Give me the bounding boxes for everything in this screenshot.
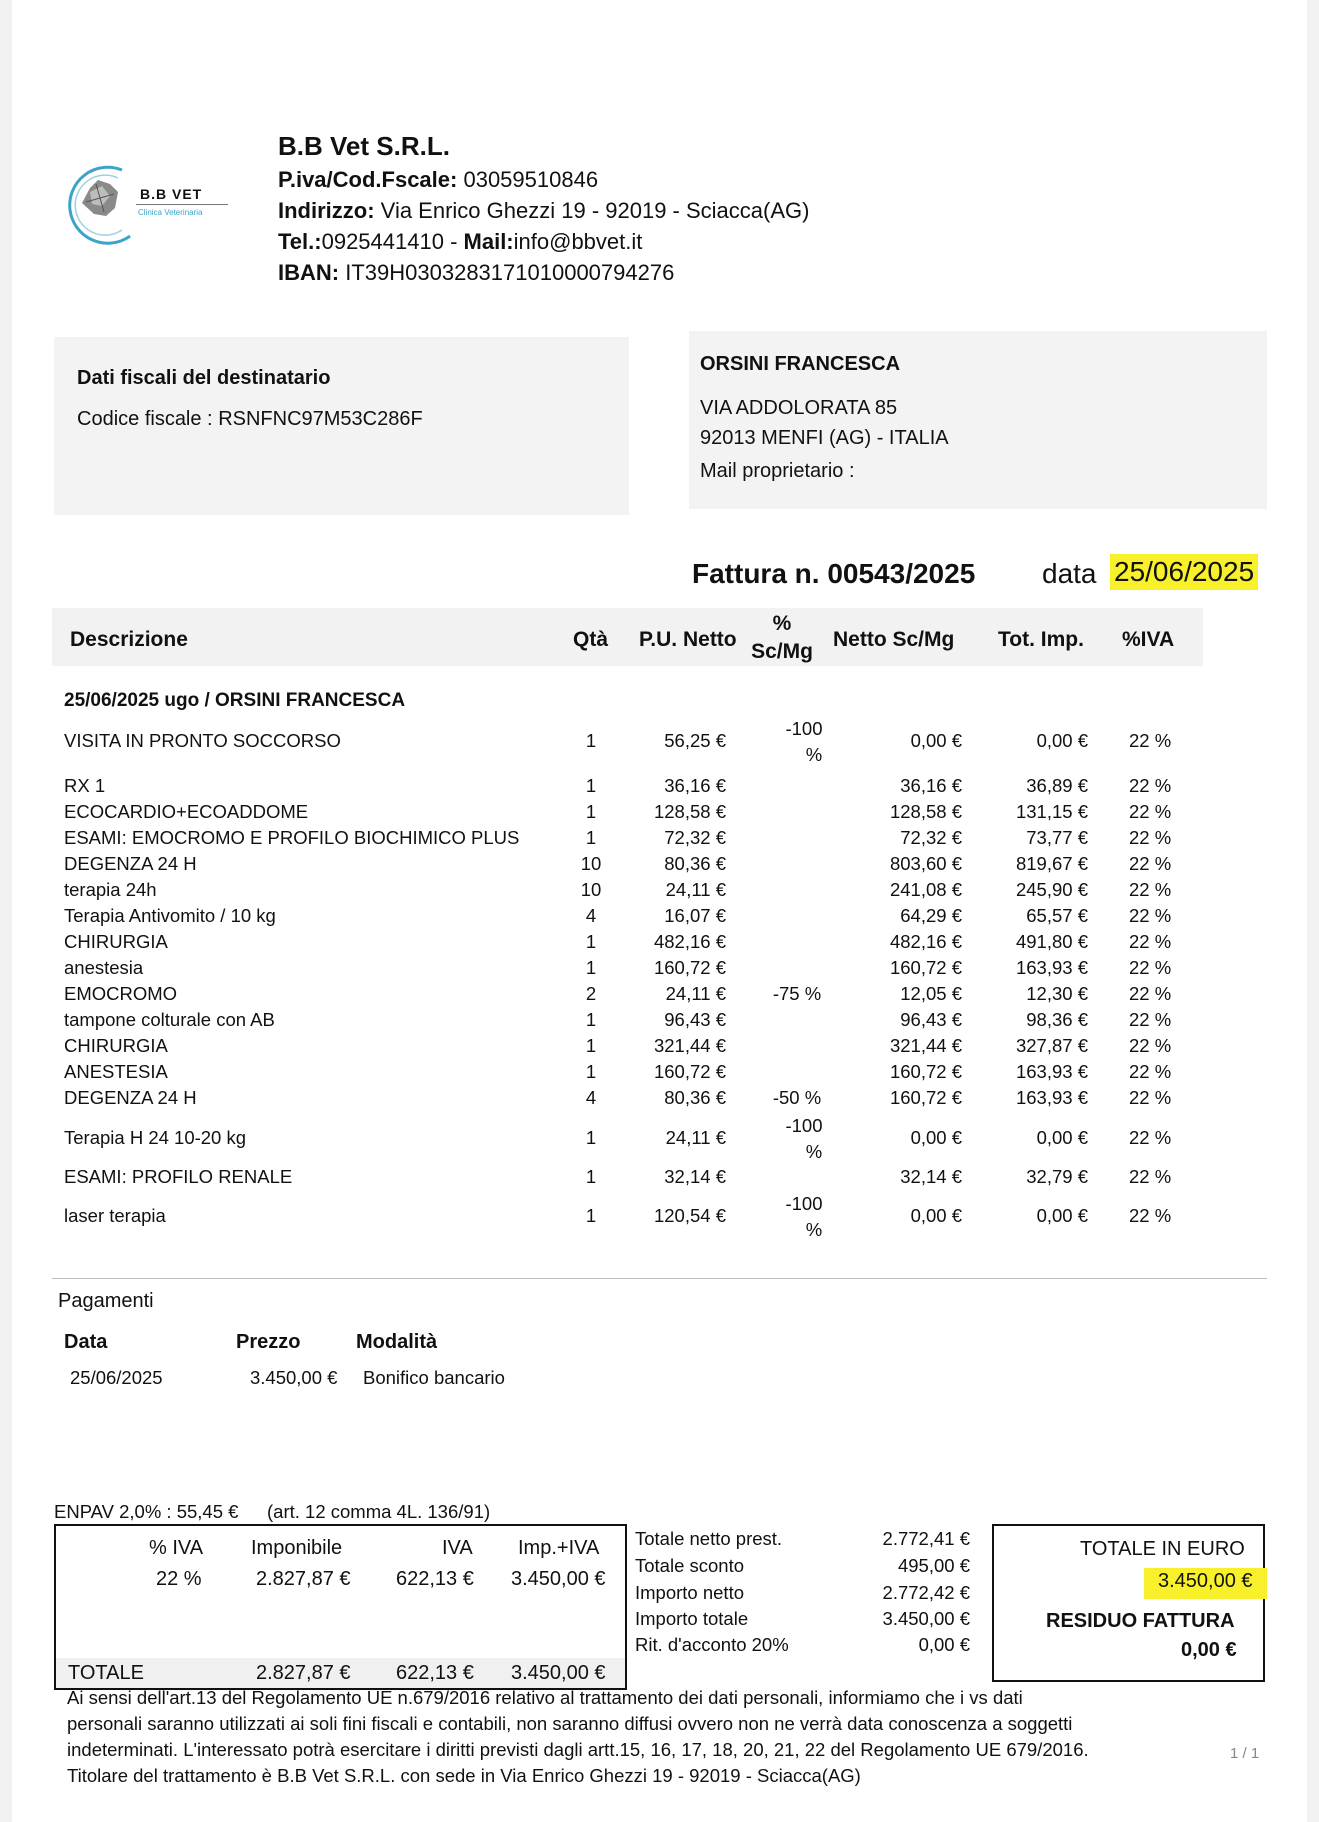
item-qty: 1 — [585, 827, 597, 848]
item-net: 0,00 € — [910, 1127, 962, 1148]
items-table-header — [52, 608, 1203, 666]
item-description: ESAMI: EMOCROMO E PROFILO BIOCHIMICO PLUS — [64, 827, 520, 848]
payment-mode: Bonifico bancario — [363, 1367, 505, 1388]
item-unit-price: 24,11 € — [665, 879, 726, 900]
item-description: Terapia H 24 10-20 kg — [64, 1127, 247, 1148]
payments-title: Pagamenti — [58, 1290, 154, 1312]
item-unit-price: 32,14 € — [664, 1166, 726, 1187]
summary-label: Totale netto prest. — [635, 1528, 783, 1549]
item-unit-price: 56,25 € — [664, 730, 726, 751]
item-description: EMOCROMO — [64, 983, 178, 1004]
item-qty: 2 — [585, 983, 597, 1004]
item-vat: 22 % — [1129, 801, 1172, 822]
vat-summary-box — [54, 1524, 627, 1690]
col-discount-label: Sc/Mg — [751, 640, 813, 663]
item-discount-unit: % — [805, 1141, 823, 1162]
item-total: 163,93 € — [1015, 1061, 1088, 1082]
vat-row-total: 3.450,00 € — [511, 1568, 606, 1590]
payments-col-mode: Modalità — [356, 1331, 438, 1353]
item-total: 73,77 € — [1026, 827, 1088, 848]
item-net: 482,16 € — [889, 931, 962, 952]
vat-total-imponibile: 2.827,87 € — [256, 1662, 351, 1684]
col-description: Descrizione — [70, 628, 188, 651]
item-vat: 22 % — [1129, 957, 1172, 978]
vat-total-iva: 622,13 € — [396, 1662, 474, 1684]
company-piva: P.iva/Cod.Fscale: 03059510846 — [278, 167, 599, 192]
invoice-date: 25/06/2025 — [1110, 554, 1258, 590]
item-unit-price: 120,54 € — [653, 1205, 726, 1226]
item-description: ECOCARDIO+ECOADDOME — [64, 801, 309, 822]
item-qty: 1 — [585, 775, 597, 796]
company-logo — [60, 158, 245, 248]
company-address: Indirizzo: Via Enrico Ghezzi 19 - 92019 - Sciacca(AG) — [278, 198, 810, 223]
item-discount: -100 — [785, 718, 823, 739]
item-unit-price: 128,58 € — [653, 801, 726, 822]
item-unit-price: 482,16 € — [653, 931, 726, 952]
item-total: 0,00 € — [1036, 1127, 1088, 1148]
item-vat: 22 % — [1129, 1061, 1172, 1082]
item-total: 819,67 € — [1015, 853, 1088, 874]
item-total: 0,00 € — [1036, 730, 1088, 751]
item-vat: 22 % — [1129, 1009, 1172, 1030]
company-contacts: Tel.:0925441410 - Mail:info@bbvet.it — [278, 229, 643, 254]
item-total: 327,87 € — [1015, 1035, 1088, 1056]
item-total: 36,89 € — [1026, 775, 1088, 796]
item-vat: 22 % — [1129, 775, 1172, 796]
total-box — [992, 1524, 1265, 1682]
vat-row-pct: 22 % — [156, 1568, 202, 1590]
item-total: 32,79 € — [1026, 1166, 1088, 1187]
summary-value: 2.772,42 € — [882, 1582, 970, 1603]
item-net: 0,00 € — [910, 730, 962, 751]
item-total: 65,57 € — [1026, 905, 1088, 926]
item-total: 163,93 € — [1015, 957, 1088, 978]
company-name: B.B Vet S.R.L. — [278, 131, 450, 161]
item-description: DEGENZA 24 H — [64, 1087, 197, 1108]
col-total: Tot. Imp. — [998, 628, 1084, 651]
company-iban: IBAN: IT39H0303283171010000794276 — [278, 260, 675, 285]
vat-col-iva: IVA — [442, 1537, 473, 1559]
recipient-name: ORSINI FRANCESCA — [700, 353, 901, 375]
item-net: 0,00 € — [910, 1205, 962, 1226]
item-unit-price: 80,36 € — [664, 853, 726, 874]
item-description: CHIRURGIA — [64, 931, 168, 952]
summary-value: 495,00 € — [897, 1555, 970, 1576]
vat-col-total: Imp.+IVA — [518, 1537, 600, 1559]
privacy-notice — [67, 1685, 1197, 1789]
privacy-line-1: Ai sensi dell'art.13 del Regolamento UE n.679/2016 relativo al trattamento dei dati personali, informiamo che i vs dati — [67, 1687, 1023, 1708]
col-net: Netto Sc/Mg — [833, 628, 955, 651]
col-vat: %IVA — [1122, 628, 1175, 651]
col-qty: Qtà — [573, 628, 609, 651]
item-vat: 22 % — [1129, 730, 1172, 751]
summary-label: Importo netto — [635, 1582, 745, 1603]
item-vat: 22 % — [1129, 905, 1172, 926]
item-unit-price: 72,32 € — [664, 827, 726, 848]
item-net: 96,43 € — [900, 1009, 962, 1030]
item-qty: 1 — [585, 1061, 597, 1082]
item-qty: 1 — [585, 1205, 597, 1226]
recipient-address-box — [689, 331, 1267, 509]
vat-total-row — [56, 1658, 625, 1688]
summary-label: Totale sconto — [635, 1555, 745, 1576]
summary-value: 2.772,41 € — [882, 1528, 970, 1549]
item-description: DEGENZA 24 H — [64, 853, 197, 874]
privacy-line-3: indeterminati. L'interessato potrà esercitare i diritti previsti dagli artt.15, 16, 17, 18, 20, 21, 22 del Regolamento UE 679/2016. — [67, 1739, 1089, 1760]
item-qty: 4 — [585, 1087, 597, 1108]
item-vat: 22 % — [1129, 983, 1172, 1004]
item-discount: -50 % — [772, 1087, 822, 1108]
summary-label: Rit. d'acconto 20% — [635, 1634, 789, 1655]
item-total: 131,15 € — [1015, 801, 1088, 822]
residuo-amount: 0,00 € — [1181, 1639, 1237, 1661]
item-total: 98,36 € — [1026, 1009, 1088, 1030]
item-discount: -100 — [785, 1193, 823, 1214]
item-discount-unit: % — [805, 1219, 823, 1240]
item-description: VISITA IN PRONTO SOCCORSO — [64, 730, 341, 751]
item-total: 12,30 € — [1026, 983, 1088, 1004]
item-net: 12,05 € — [900, 983, 962, 1004]
item-qty: 4 — [585, 905, 597, 926]
enpav-label: ENPAV 2,0% : 55,45 € — [54, 1501, 239, 1522]
invoice-page — [12, 0, 1307, 1822]
page-number: 1 / 1 — [1230, 1745, 1260, 1762]
item-net: 160,72 € — [889, 1061, 962, 1082]
item-description: Terapia Antivomito / 10 kg — [64, 905, 276, 926]
enpav-note: (art. 12 comma 4L. 136/91) — [267, 1501, 491, 1522]
vat-col-imponibile: Imponibile — [251, 1537, 343, 1559]
vat-row-iva: 622,13 € — [396, 1568, 474, 1590]
recipient-fiscal-box — [54, 337, 629, 515]
item-qty: 1 — [585, 931, 597, 952]
privacy-line-4: Titolare del trattamento è B.B Vet S.R.L. con sede in Via Enrico Ghezzi 19 - 92019 - Sciacca(AG) — [67, 1765, 861, 1786]
item-vat: 22 % — [1129, 827, 1172, 848]
item-unit-price: 96,43 € — [664, 1009, 726, 1030]
summary-value: 3.450,00 € — [882, 1608, 970, 1629]
item-qty: 1 — [585, 1127, 597, 1148]
items-group-title: 25/06/2025 ugo / ORSINI FRANCESCA — [64, 690, 406, 711]
col-discount-pct: % — [772, 612, 792, 635]
item-total: 245,90 € — [1015, 879, 1088, 900]
item-vat: 22 % — [1129, 931, 1172, 952]
item-total: 163,93 € — [1015, 1087, 1088, 1108]
item-net: 64,29 € — [900, 905, 962, 926]
recipient-cf: Codice fiscale : RSNFNC97M53C286F — [77, 408, 423, 430]
item-vat: 22 % — [1129, 1166, 1172, 1187]
item-description: laser terapia — [64, 1205, 166, 1226]
invoice-date-label: data — [1042, 558, 1097, 589]
item-description: tampone colturale con AB — [64, 1009, 275, 1030]
item-unit-price: 16,07 € — [664, 905, 726, 926]
item-net: 72,32 € — [900, 827, 962, 848]
logo-subtitle: Clinica Veterinaria — [138, 208, 203, 217]
logo-rule — [136, 204, 228, 205]
recipient-section-title: Dati fiscali del destinatario — [77, 367, 331, 389]
item-vat: 22 % — [1129, 1087, 1172, 1108]
item-discount: -75 % — [772, 983, 822, 1004]
item-qty: 1 — [585, 801, 597, 822]
item-description: terapia 24h — [64, 879, 157, 900]
item-vat: 22 % — [1129, 853, 1172, 874]
item-unit-price: 160,72 € — [653, 1061, 726, 1082]
privacy-line-2: personali saranno utilizzati ai soli fini fiscali e contabili, non saranno diffusi ovvero non ne verrà data conoscenza a soggetti — [67, 1713, 1073, 1734]
item-net: 32,14 € — [900, 1166, 962, 1187]
vat-row-imponibile: 2.827,87 € — [256, 1568, 351, 1590]
item-net: 803,60 € — [889, 853, 962, 874]
item-qty: 1 — [585, 1009, 597, 1030]
vat-total-amount: 3.450,00 € — [511, 1662, 606, 1684]
item-description: anestesia — [64, 957, 144, 978]
item-net: 128,58 € — [889, 801, 962, 822]
payment-date: 25/06/2025 — [70, 1367, 163, 1388]
total-title: TOTALE IN EURO — [1080, 1538, 1245, 1560]
item-unit-price: 160,72 € — [653, 957, 726, 978]
item-net: 36,16 € — [900, 775, 962, 796]
residuo-label: RESIDUO FATTURA — [1046, 1610, 1235, 1632]
item-qty: 1 — [585, 730, 597, 751]
col-unit-price: P.U. Netto — [639, 628, 737, 651]
payments-col-price: Prezzo — [236, 1331, 301, 1353]
item-vat: 22 % — [1129, 1205, 1172, 1226]
item-unit-price: 321,44 € — [653, 1035, 726, 1056]
logo-text: B.B VET — [140, 186, 203, 202]
item-unit-price: 36,16 € — [664, 775, 726, 796]
item-discount-unit: % — [805, 744, 823, 765]
item-net: 241,08 € — [889, 879, 962, 900]
item-vat: 22 % — [1129, 1035, 1172, 1056]
item-unit-price: 24,11 € — [665, 983, 726, 1004]
recipient-city: 92013 MENFI (AG) - ITALIA — [700, 427, 949, 449]
total-amount: 3.450,00 € — [1144, 1568, 1267, 1599]
item-qty: 10 — [580, 879, 602, 900]
summary-label: Importo totale — [635, 1608, 749, 1629]
payments-col-date: Data — [64, 1331, 108, 1353]
item-description: CHIRURGIA — [64, 1035, 168, 1056]
item-description: ESAMI: PROFILO RENALE — [64, 1166, 293, 1187]
item-discount: -100 — [785, 1115, 823, 1136]
item-vat: 22 % — [1129, 1127, 1172, 1148]
item-vat: 22 % — [1129, 879, 1172, 900]
item-qty: 1 — [585, 957, 597, 978]
item-net: 160,72 € — [889, 1087, 962, 1108]
vat-total-label: TOTALE — [68, 1662, 144, 1684]
payments-separator — [52, 1278, 1267, 1279]
item-total: 0,00 € — [1036, 1205, 1088, 1226]
item-unit-price: 24,11 € — [665, 1127, 726, 1148]
item-qty: 1 — [585, 1035, 597, 1056]
item-qty: 10 — [580, 853, 602, 874]
item-description: RX 1 — [64, 775, 106, 796]
summary-value: 0,00 € — [918, 1634, 970, 1655]
recipient-mail-label: Mail proprietario : — [700, 460, 855, 482]
payment-price: 3.450,00 € — [250, 1367, 338, 1388]
invoice-number: Fattura n. 00543/2025 — [692, 558, 976, 589]
item-net: 160,72 € — [889, 957, 962, 978]
item-total: 491,80 € — [1015, 931, 1088, 952]
recipient-street: VIA ADDOLORATA 85 — [700, 397, 898, 419]
company-info — [278, 128, 809, 288]
item-unit-price: 80,36 € — [664, 1087, 726, 1108]
item-net: 321,44 € — [889, 1035, 962, 1056]
item-qty: 1 — [585, 1166, 597, 1187]
vat-col-pct: % IVA — [149, 1537, 204, 1559]
item-description: ANESTESIA — [64, 1061, 168, 1082]
